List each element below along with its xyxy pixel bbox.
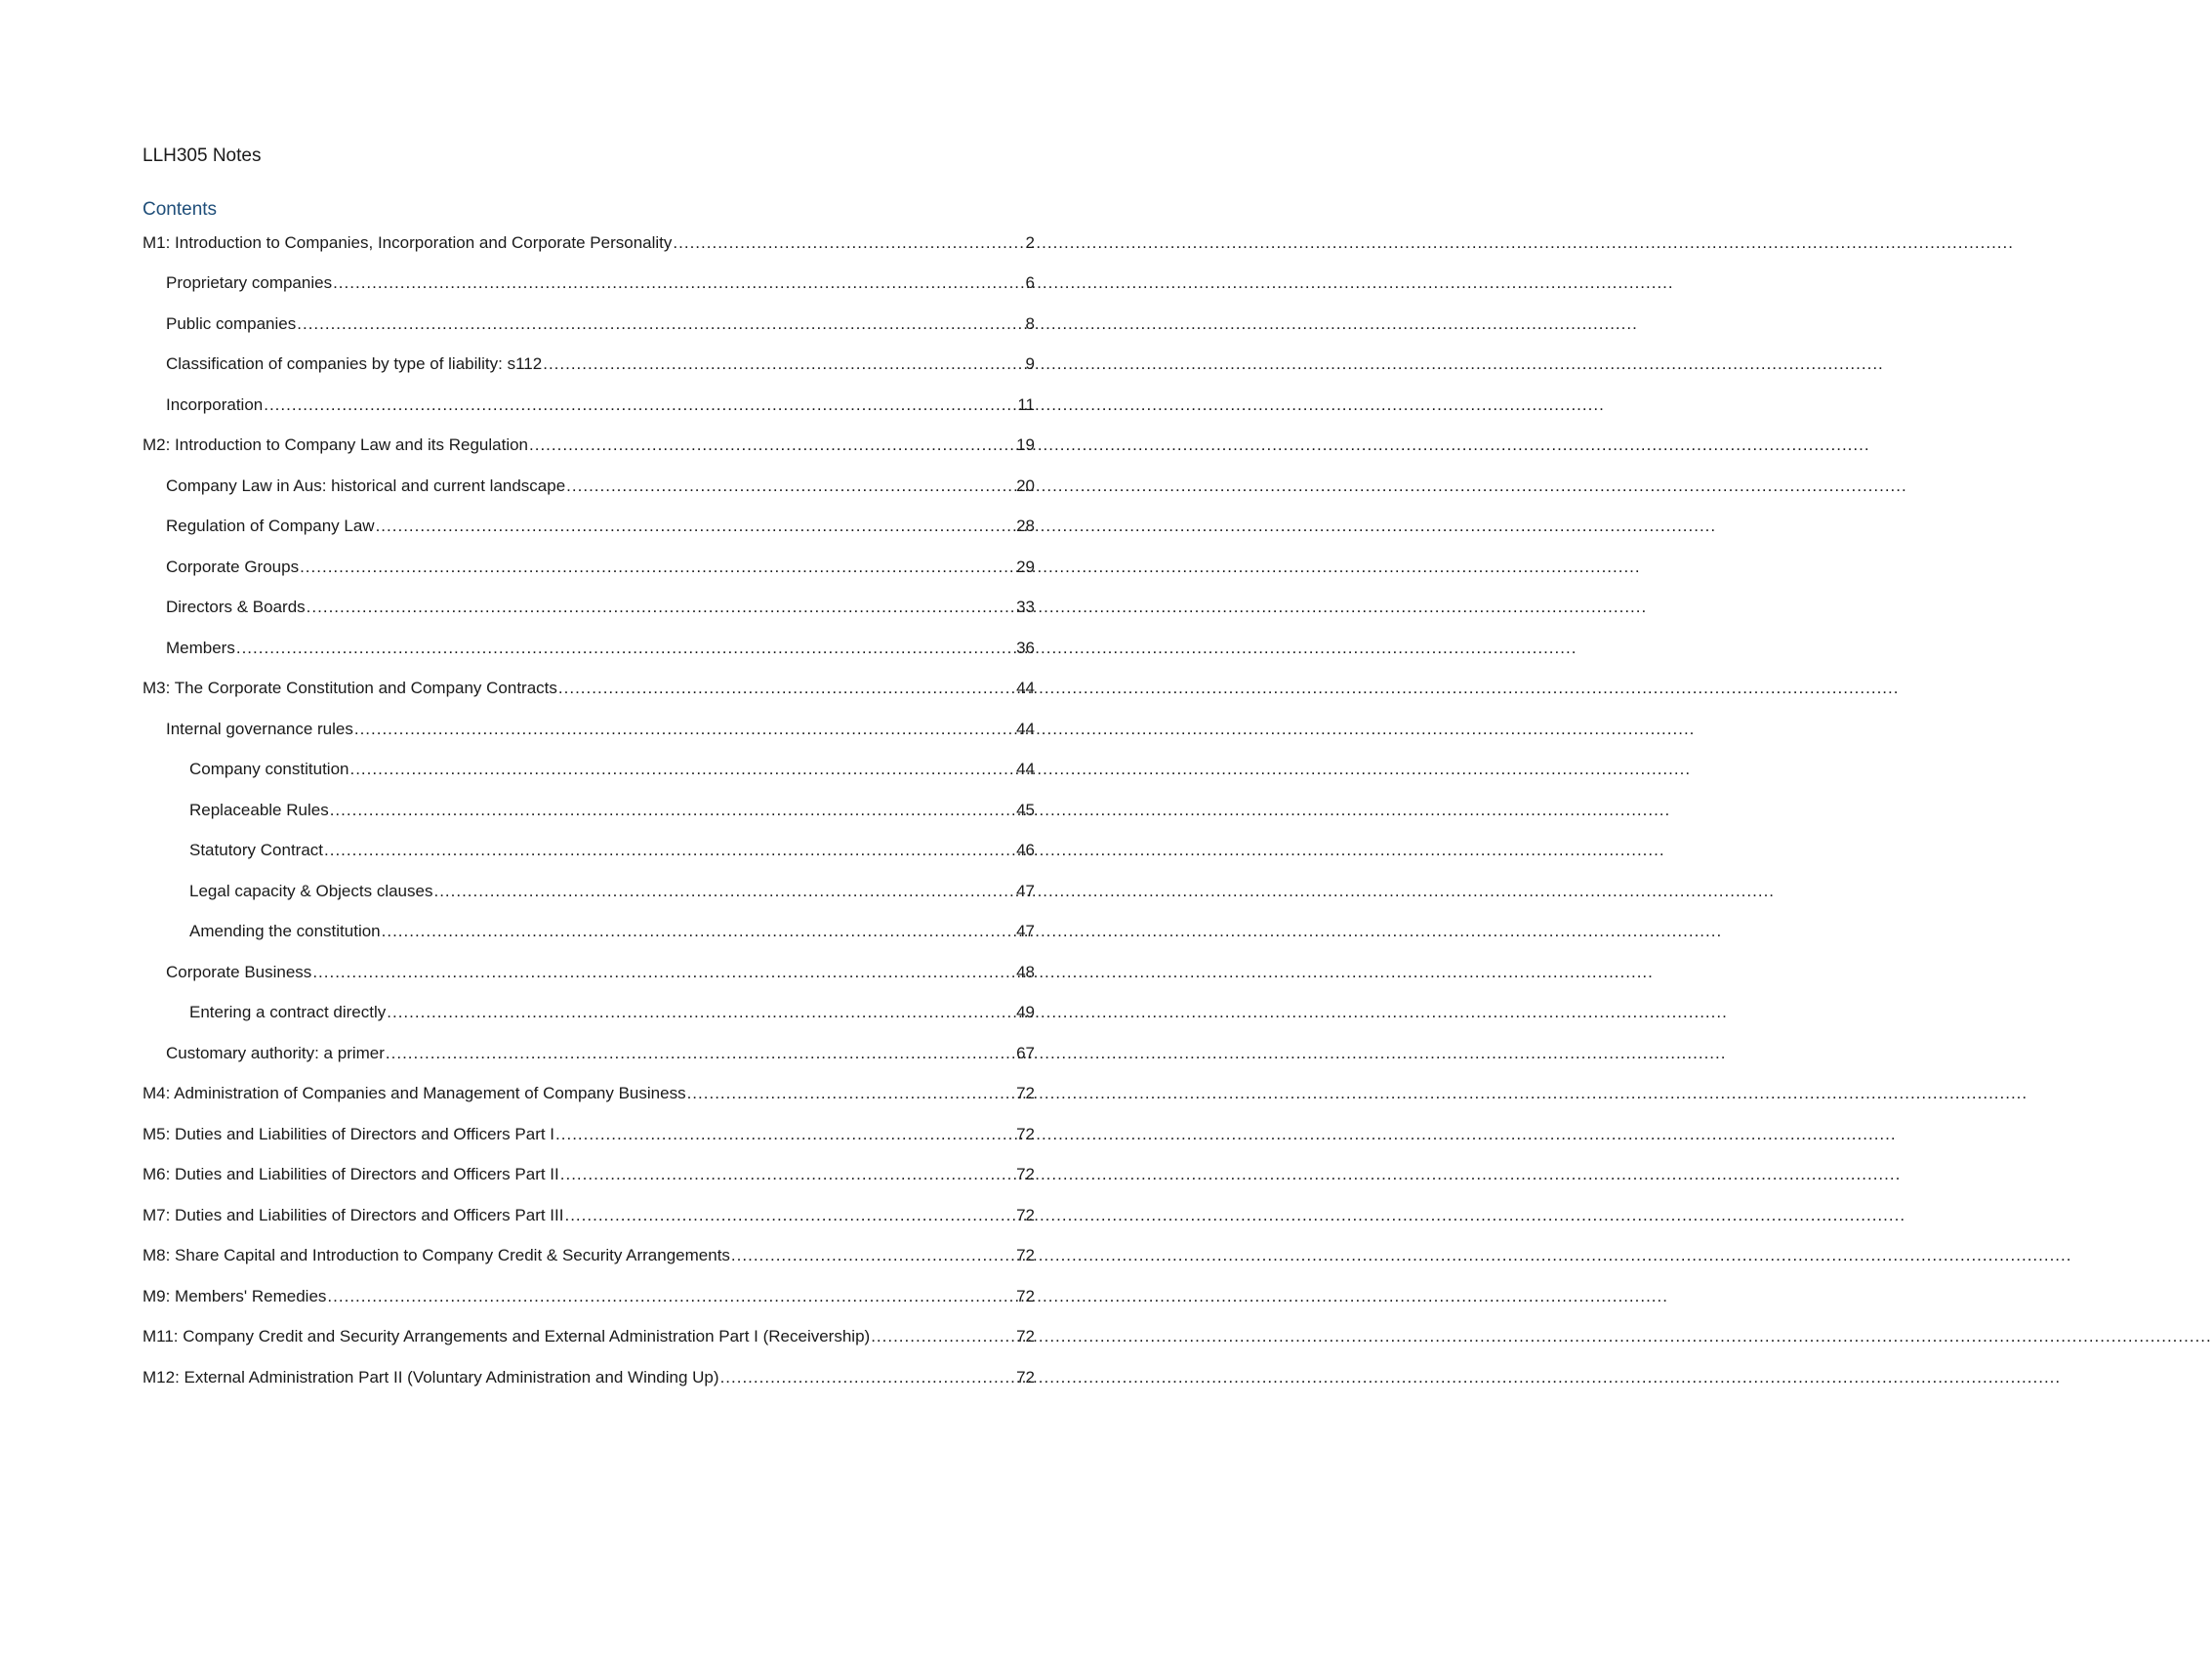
toc-dot-leader — [566, 476, 1015, 497]
toc-entry-title: Members — [166, 638, 235, 657]
toc-dot-leader — [543, 353, 1024, 375]
document-title: LLH305 Notes — [143, 145, 262, 166]
toc-entry[interactable] — [143, 631, 1035, 672]
toc-dot-leader — [871, 1326, 1015, 1347]
toc-entry-title: M4: Administration of Companies and Management of Company Business — [143, 1084, 686, 1102]
toc-entry[interactable] — [143, 915, 1035, 956]
toc-dot-leader — [673, 232, 1024, 254]
toc-page-number: 20 — [1016, 476, 1035, 495]
toc-entry-title: M11: Company Credit and Security Arrangements and External Administration Part I (Receivership) — [143, 1327, 871, 1346]
toc-page-number: 36 — [1016, 638, 1035, 657]
toc-page-number: 72 — [1016, 1286, 1035, 1305]
toc-entry[interactable] — [143, 996, 1035, 1037]
toc-dot-leader — [529, 435, 1015, 456]
toc-page-number: 46 — [1016, 841, 1035, 859]
toc-entry-title: M5: Duties and Liabilities of Directors and Officers Part I — [143, 1124, 555, 1143]
toc-entry-title: Statutory Contract — [189, 841, 324, 859]
toc-entry[interactable] — [143, 874, 1035, 915]
toc-dot-leader — [327, 1286, 1015, 1307]
toc-entry-title: Company constitution — [189, 760, 349, 778]
toc-dot-leader — [720, 1367, 1016, 1388]
toc-entry[interactable] — [143, 955, 1035, 996]
toc-entry[interactable] — [143, 1077, 1035, 1118]
toc-dot-leader — [555, 1124, 1015, 1145]
toc-entry-title: Corporate Business — [166, 962, 312, 981]
toc-page-number: 48 — [1016, 962, 1035, 981]
toc-entry[interactable] — [143, 793, 1035, 834]
toc-page-number: 72 — [1016, 1246, 1035, 1264]
toc-entry[interactable] — [143, 834, 1035, 875]
toc-dot-leader — [558, 678, 1015, 699]
contents-heading: Contents — [143, 199, 218, 220]
toc-page-number: 11 — [1017, 394, 1035, 414]
toc-dot-leader — [297, 313, 1024, 335]
toc-dot-leader — [433, 881, 1015, 902]
toc-entry-title: Entering a contract directly — [189, 1003, 387, 1021]
toc-dot-leader — [687, 1083, 1016, 1104]
toc-entry[interactable] — [143, 469, 1035, 510]
toc-page-number: 2 — [1025, 232, 1035, 252]
toc-page-number: 47 — [1016, 881, 1035, 900]
toc-page-number: 44 — [1016, 679, 1035, 697]
toc-entry[interactable] — [143, 1320, 1035, 1361]
toc-entry-title: M3: The Corporate Constitution and Company Contracts — [143, 679, 557, 697]
toc-entry[interactable] — [143, 1279, 1035, 1320]
toc-entry-title: Public companies — [166, 313, 297, 333]
toc-entry-title: M7: Duties and Liabilities of Directors and Officers Part III — [143, 1205, 564, 1224]
toc-dot-leader — [382, 921, 1015, 942]
toc-entry[interactable] — [143, 226, 1035, 267]
toc-entry-title: Legal capacity & Objects clauses — [189, 881, 433, 900]
toc-dot-leader — [236, 638, 1015, 659]
toc-dot-leader — [731, 1245, 1015, 1266]
toc-entry[interactable] — [143, 591, 1035, 632]
toc-entry[interactable] — [143, 267, 1035, 308]
toc-dot-leader — [324, 840, 1015, 861]
toc-dot-leader — [386, 1043, 1015, 1064]
toc-entry-title: Regulation of Company Law — [166, 517, 375, 535]
toc-entry[interactable] — [143, 388, 1035, 429]
toc-entry-title: M8: Share Capital and Introduction to Company Credit & Security Arrangements — [143, 1246, 730, 1264]
toc-entry-title: Proprietary companies — [166, 273, 333, 292]
toc-entry[interactable] — [143, 1198, 1035, 1239]
toc-entry-title: M12: External Administration Part II (Voluntary Administration and Winding Up) — [143, 1367, 719, 1387]
toc-dot-leader — [349, 759, 1015, 780]
toc-entry-title: M6: Duties and Liabilities of Directors and Officers Part II — [143, 1165, 559, 1183]
toc-entry[interactable] — [143, 510, 1035, 551]
toc-page-number: 44 — [1016, 719, 1035, 738]
toc-entry[interactable] — [143, 1036, 1035, 1077]
toc-entry-title: Classification of companies by type of liability: s112 — [166, 354, 543, 373]
toc-dot-leader — [333, 272, 1024, 294]
toc-entry[interactable] — [143, 1117, 1035, 1158]
toc-entry[interactable] — [143, 712, 1035, 753]
toc-dot-leader — [264, 394, 1016, 416]
toc-entry-title: Customary authority: a primer — [166, 1043, 385, 1062]
toc-entry[interactable] — [143, 672, 1035, 713]
toc-entry[interactable] — [143, 1158, 1035, 1199]
toc-entry-title: M1: Introduction to Companies, Incorporation and Corporate Personality — [143, 232, 673, 252]
toc-dot-leader — [376, 516, 1016, 537]
toc-entry-title: Company Law in Aus: historical and current landscape — [166, 476, 566, 495]
toc-dot-leader — [354, 719, 1015, 740]
toc-dot-leader — [387, 1002, 1015, 1023]
toc-entry[interactable] — [143, 550, 1035, 591]
toc-page-number: 49 — [1016, 1003, 1035, 1021]
toc-page-number: 72 — [1016, 1124, 1035, 1143]
toc-entry[interactable] — [143, 429, 1035, 470]
toc-page-number: 72 — [1016, 1367, 1035, 1387]
toc-entry[interactable] — [143, 1239, 1035, 1280]
toc-entry-title: Internal governance rules — [166, 719, 353, 738]
toc-dot-leader — [330, 800, 1015, 821]
toc-page-number: 45 — [1016, 800, 1035, 819]
toc-page-number: 28 — [1016, 517, 1035, 535]
toc-dot-leader — [300, 557, 1015, 578]
toc-entry[interactable] — [143, 348, 1035, 389]
toc-dot-leader — [560, 1164, 1015, 1185]
toc-page-number: 72 — [1016, 1327, 1035, 1346]
toc-entry-title: Directors & Boards — [166, 598, 306, 616]
table-of-contents — [143, 226, 1035, 1401]
toc-entry-title: Corporate Groups — [166, 557, 300, 576]
toc-entry[interactable] — [143, 307, 1035, 348]
toc-dot-leader — [312, 962, 1015, 983]
toc-page-number: 72 — [1016, 1165, 1035, 1183]
toc-page-number: 6 — [1025, 273, 1035, 292]
toc-entry[interactable] — [143, 753, 1035, 794]
toc-entry-title: Incorporation — [166, 394, 264, 414]
toc-dot-leader — [564, 1205, 1015, 1226]
toc-entry-title: M9: Members' Remedies — [143, 1286, 327, 1305]
toc-entry[interactable] — [143, 1360, 1035, 1401]
toc-page-number: 9 — [1025, 354, 1035, 373]
toc-dot-leader — [307, 597, 1015, 618]
toc-page-number: 47 — [1016, 922, 1035, 940]
toc-page-number: 72 — [1016, 1205, 1035, 1224]
toc-page-number: 29 — [1016, 557, 1035, 576]
toc-entry-title: Replaceable Rules — [189, 800, 329, 819]
toc-page-number: 33 — [1016, 598, 1035, 616]
toc-entry-title: M2: Introduction to Company Law and its Regulation — [143, 435, 529, 454]
toc-entry-title: Amending the constitution — [189, 922, 381, 940]
toc-page-number: 8 — [1025, 313, 1035, 333]
toc-page-number: 19 — [1016, 435, 1035, 454]
toc-page-number: 72 — [1016, 1084, 1035, 1102]
toc-page-number: 44 — [1016, 760, 1035, 778]
toc-page-number: 67 — [1016, 1043, 1035, 1062]
